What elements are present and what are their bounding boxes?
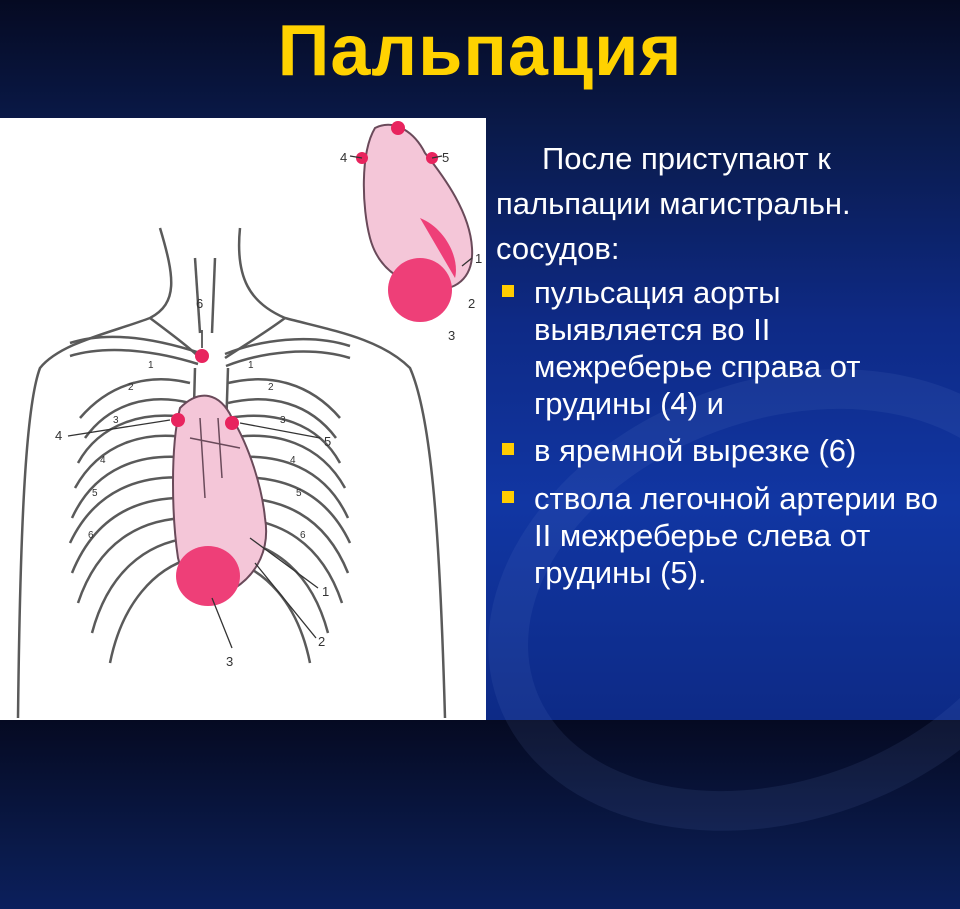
rib-number: 6 — [300, 530, 306, 541]
inset-heart — [356, 121, 472, 322]
chest-label-2: 2 — [318, 634, 326, 649]
slide-title: Пальпация — [277, 11, 683, 91]
chest-label-3: 3 — [226, 654, 234, 669]
rib-number: 4 — [290, 455, 296, 466]
aorta-dot — [171, 413, 185, 427]
bullet-square-icon — [502, 443, 514, 455]
bullet-text: в яремной вырезке (6) — [534, 433, 857, 469]
pulmonary-dot — [225, 416, 239, 430]
rib-number: 3 — [280, 415, 286, 426]
intro-line: пальпации магистральн. — [496, 186, 851, 222]
chest-heart — [171, 330, 266, 606]
chest-heart-diagram — [0, 118, 486, 720]
inset-label-3: 3 — [448, 328, 456, 343]
intro-line: сосудов: — [496, 231, 620, 267]
anatomy-illustration — [0, 118, 486, 720]
inset-label-4: 4 — [340, 150, 348, 165]
bullet-item — [496, 274, 946, 423]
chest-label-4: 4 — [55, 428, 63, 443]
bullet-text: пульсация аорты выявляется во II межреберье справа от грудины (4) и — [534, 274, 861, 422]
rib-number: 4 — [100, 455, 106, 466]
intro-line: После приступают к — [542, 141, 831, 176]
jugular-notch-dot — [195, 349, 209, 363]
rib-number: 3 — [113, 415, 119, 426]
chest-label-6: 6 — [196, 296, 204, 311]
rib-number: 6 — [88, 530, 94, 541]
bullet-square-icon — [502, 285, 514, 297]
inset-label-1: 1 — [475, 251, 483, 266]
rib-number: 5 — [296, 488, 302, 499]
chest-label-5: 5 — [324, 434, 332, 449]
bullet-square-icon — [502, 491, 514, 503]
bullet-text: ствола легочной артерии во II межреберье слева от грудины (5). — [534, 480, 939, 590]
slide-body — [496, 140, 946, 601]
bullet-item — [496, 480, 946, 592]
rib-number: 1 — [248, 360, 254, 371]
inset-label-2: 2 — [468, 296, 476, 311]
inset-label-5: 5 — [442, 150, 450, 165]
rib-number: 5 — [92, 488, 98, 499]
rib-number: 1 — [148, 360, 154, 371]
chest-label-1: 1 — [322, 584, 330, 599]
intro-paragraph — [496, 140, 946, 268]
bullet-item — [496, 432, 946, 469]
rib-number: 2 — [268, 382, 274, 393]
rib-number: 2 — [128, 382, 134, 393]
bullet-list — [496, 274, 946, 592]
